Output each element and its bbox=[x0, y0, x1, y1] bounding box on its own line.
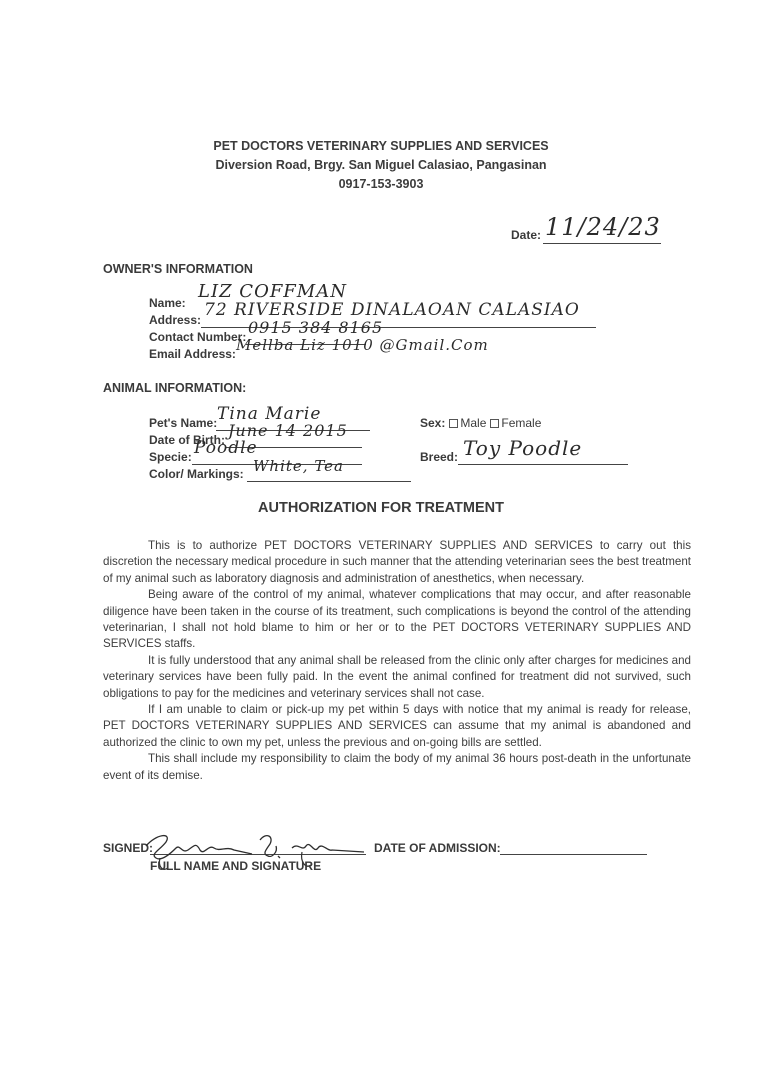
owner-address-label: Address: bbox=[149, 313, 202, 327]
breed-line bbox=[458, 464, 628, 465]
color-label: Color/ Markings: bbox=[149, 467, 244, 481]
owner-contact-value: 0915 384 8165 bbox=[248, 318, 384, 337]
owner-address-value: 72 RIVERSIDE DINALAOAN CALASIAO bbox=[204, 300, 580, 320]
specie-value: Poodle bbox=[194, 438, 258, 458]
owner-name-value: LIZ COFFMAN bbox=[198, 281, 347, 302]
date-label: Date: bbox=[511, 228, 542, 242]
owner-email-value: Mellba Liz 1010 @Gmail.Com bbox=[236, 336, 489, 354]
signature-caption: FULL NAME AND SIGNATURE bbox=[150, 859, 322, 873]
owner-email-label: Email Address: bbox=[149, 347, 236, 361]
female-option-label: Female bbox=[501, 416, 542, 430]
admission-label: DATE OF ADMISSION: bbox=[374, 841, 501, 855]
male-checkbox[interactable] bbox=[449, 419, 458, 428]
owner-name-label: Name: bbox=[149, 296, 186, 310]
dob-value: June 14 2015 bbox=[228, 421, 348, 440]
authorization-body bbox=[103, 538, 691, 784]
authorization-paragraph: It is fully understood that any animal shall be released from the clinic only after charges for medicines and veterinary services have been fully paid. In the event the animal confined for treatment did not survived, such obligations to pay for the medicines and veterinary services shall not case. bbox=[103, 653, 691, 700]
male-option-label: Male bbox=[460, 416, 487, 430]
authorization-title: AUTHORIZATION FOR TREATMENT bbox=[258, 500, 504, 516]
color-value: White, Tea bbox=[253, 457, 344, 475]
sex-field bbox=[420, 416, 541, 430]
clinic-address: Diversion Road, Brgy. San Miguel Calasiao, Pangasinan bbox=[215, 158, 547, 172]
pet-name-value: Tina Marie bbox=[217, 404, 322, 424]
color-line bbox=[247, 481, 411, 482]
breed-label: Breed: bbox=[420, 450, 459, 464]
owner-heading: OWNER'S INFORMATION bbox=[103, 262, 253, 276]
animal-heading: ANIMAL INFORMATION: bbox=[103, 381, 247, 395]
authorization-paragraph: This is to authorize PET DOCTORS VETERINARY SUPPLIES AND SERVICES to carry out this discretion the necessary medical procedure in such manner that the attending veterinarian sees the best treatment of my animal such as laboratory diagnosis and administration of anesthetics, when necessary. bbox=[103, 539, 691, 585]
owner-contact-label: Contact Number: bbox=[149, 330, 247, 344]
date-line bbox=[543, 243, 661, 244]
sex-label: Sex: bbox=[420, 416, 446, 430]
specie-label: Specie: bbox=[149, 450, 192, 464]
authorization-paragraph: If I am unable to claim or pick-up my pet within 5 days with notice that my animal is ready for release, PET DOCTORS VETERINARY SUPPLIES AND SERVICES can assume that my animal is abandoned and authorized the clinic to own my pet, unless the previous and on-going bills are settled. bbox=[103, 703, 691, 749]
female-checkbox[interactable] bbox=[490, 419, 499, 428]
admission-line[interactable] bbox=[500, 854, 647, 855]
pet-name-label: Pet's Name: bbox=[149, 416, 218, 430]
authorization-paragraph: Being aware of the control of my animal, whatever complications that may occur, and after reasonable diligence have been taken in the course of its treatment, such complications is beyond the control of the attending veterinarian, I shall not hold blame to him or her or to the PET DOCTORS VETERINARY SUPPLIES AND SERVICES staffs. bbox=[103, 588, 691, 651]
clinic-name: PET DOCTORS VETERINARY SUPPLIES AND SERVICES bbox=[213, 139, 549, 153]
clinic-phone: 0917-153-3903 bbox=[338, 177, 424, 191]
dob-label: Date of Birth: bbox=[149, 433, 225, 447]
authorization-paragraph: This shall include my responsibility to claim the body of my animal 36 hours post-death in the unfortunate event of its demise. bbox=[103, 752, 691, 782]
signed-label: SIGNED: bbox=[103, 841, 154, 855]
breed-value: Toy Poodle bbox=[463, 436, 583, 460]
date-value: 11/24/23 bbox=[545, 213, 661, 241]
